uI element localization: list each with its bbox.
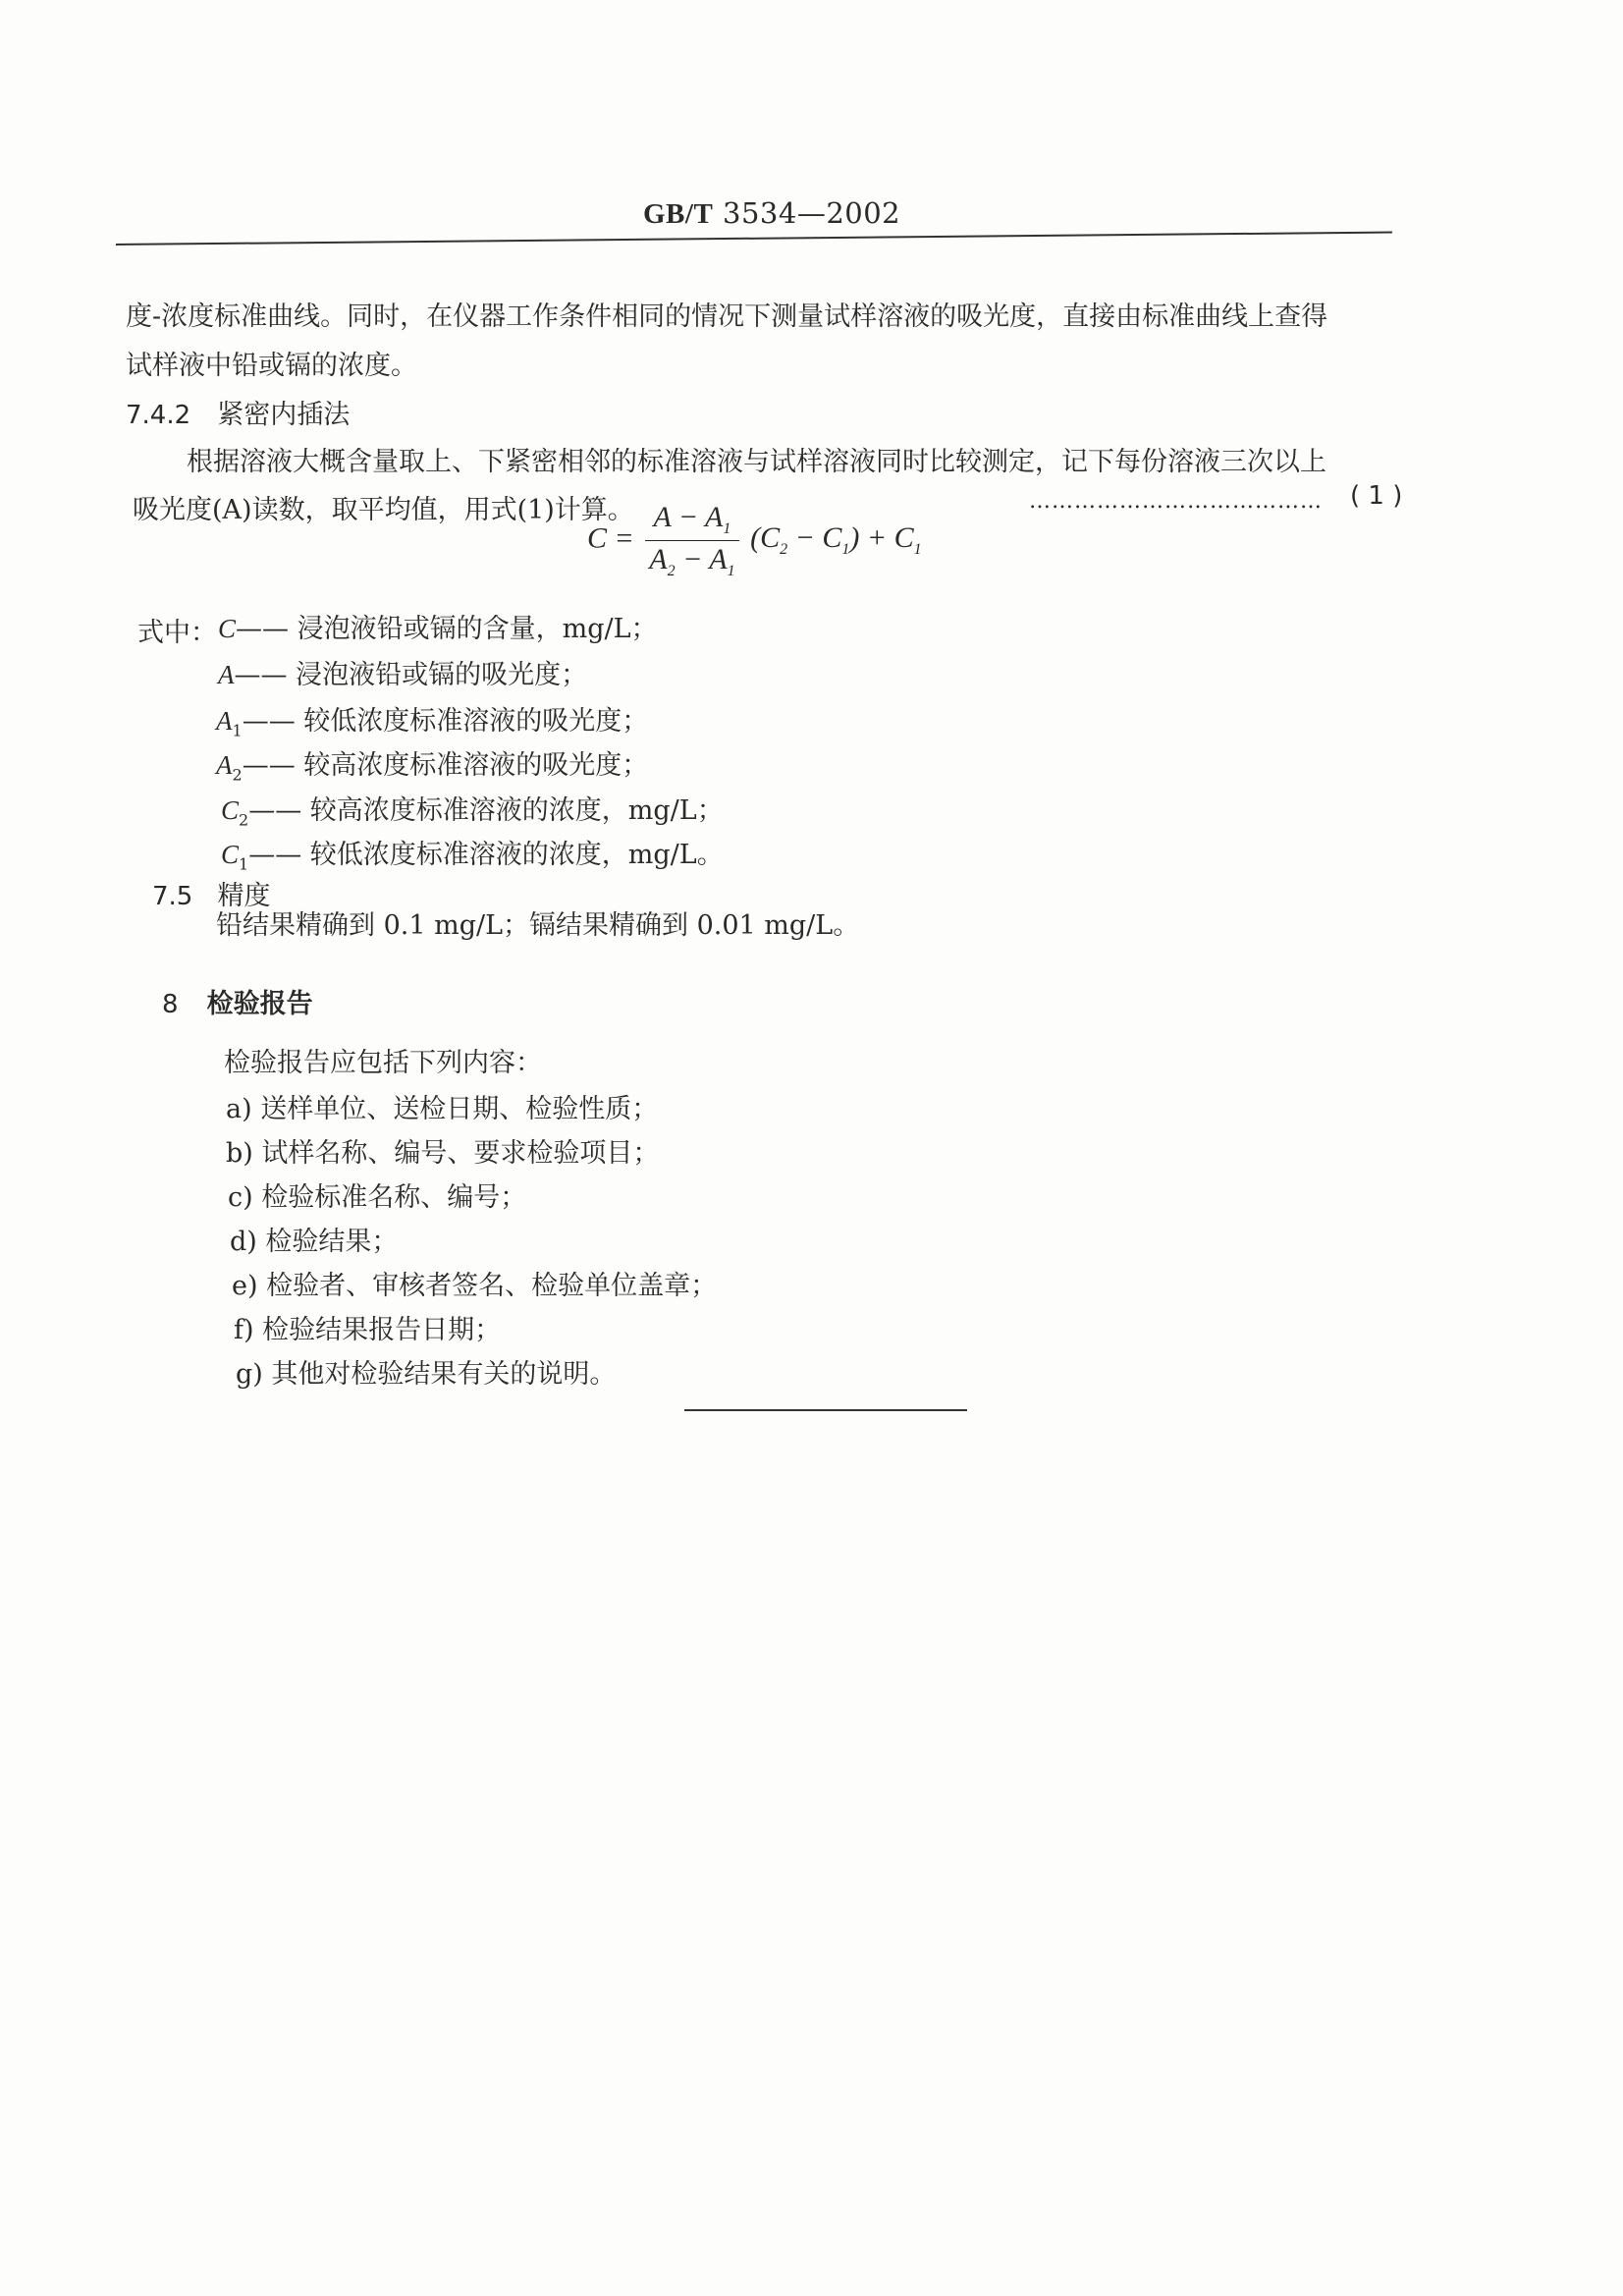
paragraph-line: 吸光度(A)读数，取平均值，用式(1)计算。 <box>133 495 634 525</box>
report-intro: 检验报告应包括下列内容： <box>224 1048 542 1078</box>
list-item: g) 其他对检验结果有关的说明。 <box>236 1359 617 1390</box>
list-item: f) 检验结果报告日期； <box>234 1315 502 1345</box>
standard-code-number: 3534—2002 <box>723 196 901 230</box>
formula-1 <box>587 501 922 580</box>
legend-intro: 式中： <box>137 618 217 648</box>
legend-item: $C_2——$ 较高浓度标准溶液的浓度，mg/L； <box>221 795 724 830</box>
standard-code <box>643 196 900 231</box>
formula-tail: $(C_2 - C_1) + C_1$ <box>750 521 922 559</box>
list-item: e) 检验者、审核者签名、检验单位盖章； <box>232 1271 718 1301</box>
section-number: 7.4.2 <box>126 401 191 430</box>
section-title: 紧密内插法 <box>217 400 351 430</box>
legend-item: $A_1——$ 较低浓度标准溶液的吸光度； <box>216 706 649 740</box>
header-rule <box>116 232 1392 246</box>
list-item: a) 送样单位、送检日期、检验性质； <box>226 1094 659 1124</box>
section-number: 8 <box>162 990 179 1019</box>
equation-number: ( 1 ) <box>1350 481 1403 511</box>
fraction-numerator: $A - A_1$ <box>645 501 738 541</box>
legend-item: A—— 浸泡液铅或镉的吸光度； <box>218 660 588 690</box>
paragraph-line: 根据溶液大概含量取上、下紧密相邻的标准溶液与试样溶液同时比较测定，记下每份溶液三次以上 <box>187 447 1326 477</box>
standard-code-prefix: GB/T <box>643 198 714 230</box>
paragraph-line: 度-浓度标准曲线。同时，在仪器工作条件相同的情况下测量试样溶液的吸光度，直接由标准曲线上查得 <box>126 301 1328 332</box>
section-heading-8 <box>162 982 313 1020</box>
end-rule <box>684 1409 967 1411</box>
list-item: b) 试样名称、编号、要求检验项目； <box>226 1138 660 1169</box>
section-title: 精度 <box>217 881 271 911</box>
section-title: 检验报告 <box>206 989 313 1019</box>
legend-item: $C_1——$ 较低浓度标准溶液的浓度，mg/L。 <box>221 840 724 874</box>
fraction-denominator: $A_2 - A_1$ <box>649 543 735 579</box>
section-number: 7.5 <box>152 882 193 911</box>
formula-lhs: C = <box>587 521 634 555</box>
legend-item: $A_2——$ 较高浓度标准溶液的吸光度； <box>216 750 649 785</box>
list-item: d) 检验结果； <box>230 1227 399 1257</box>
legend-item: C—— 浸泡液铅或镉的含量，mg/L； <box>218 614 658 644</box>
formula-fraction <box>645 501 738 580</box>
list-item: c) 检验标准名称、编号； <box>228 1182 527 1213</box>
paragraph-line: 试样液中铅或镉的浓度。 <box>126 351 417 381</box>
formula-leader-dots: ………………………………… <box>1029 489 1323 514</box>
section-heading-7-4-2 <box>126 393 350 431</box>
paragraph-line: 铅结果精确到 0.1 mg/L；镉结果精确到 0.01 mg/L。 <box>216 910 860 941</box>
